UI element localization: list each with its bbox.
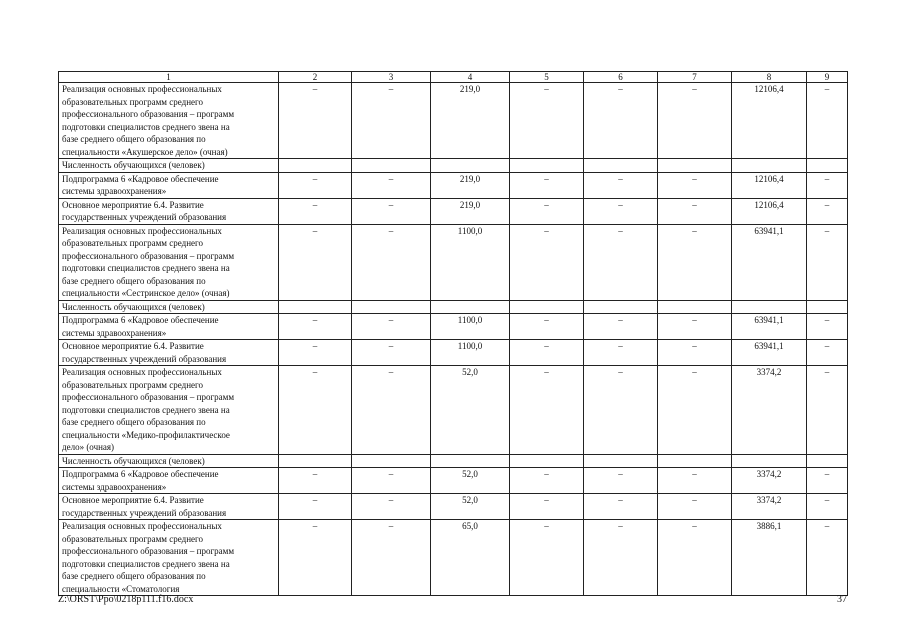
row-label: Основное мероприятие 6.4. Развитие государственных учреждений образования bbox=[59, 198, 279, 224]
cell-col-5 bbox=[510, 300, 584, 314]
cell-col-6: – bbox=[584, 494, 658, 520]
table-row bbox=[59, 366, 848, 455]
table-row bbox=[59, 520, 848, 596]
cell-col-7: – bbox=[658, 198, 732, 224]
cell-col-5: – bbox=[510, 366, 584, 455]
cell-col-2: – bbox=[279, 494, 352, 520]
cell-col-6: – bbox=[584, 314, 658, 340]
cell-col-5: – bbox=[510, 198, 584, 224]
cell-col-7: – bbox=[658, 340, 732, 366]
cell-col-5: – bbox=[510, 224, 584, 300]
row-label: Основное мероприятие 6.4. Развитие государственных учреждений образования bbox=[59, 340, 279, 366]
cell-col-3: – bbox=[352, 520, 431, 596]
cell-col-4 bbox=[431, 300, 510, 314]
cell-col-2: – bbox=[279, 172, 352, 198]
cell-col-7: – bbox=[658, 366, 732, 455]
column-header: 7 bbox=[658, 72, 732, 83]
program-table bbox=[58, 71, 848, 596]
column-header: 2 bbox=[279, 72, 352, 83]
table-row bbox=[59, 340, 848, 366]
cell-col-4: 1100,0 bbox=[431, 224, 510, 300]
cell-col-7: – bbox=[658, 494, 732, 520]
cell-col-4: 219,0 bbox=[431, 172, 510, 198]
table-row bbox=[59, 300, 848, 314]
column-header: 8 bbox=[732, 72, 807, 83]
cell-col-9: – bbox=[807, 366, 848, 455]
table-row bbox=[59, 314, 848, 340]
cell-col-8: 3374,2 bbox=[732, 468, 807, 494]
column-header: 4 bbox=[431, 72, 510, 83]
cell-col-4: 219,0 bbox=[431, 83, 510, 159]
cell-col-3 bbox=[352, 159, 431, 173]
row-label: Основное мероприятие 6.4. Развитие государственных учреждений образования bbox=[59, 494, 279, 520]
cell-col-5: – bbox=[510, 468, 584, 494]
cell-col-8: 63941,1 bbox=[732, 340, 807, 366]
table-header-row bbox=[59, 72, 848, 83]
cell-col-6: – bbox=[584, 224, 658, 300]
cell-col-3: – bbox=[352, 224, 431, 300]
cell-col-2 bbox=[279, 159, 352, 173]
row-label: Реализация основных профессиональных образовательных программ среднего профессионального образования – программ подготовки специалистов среднего звена на базе среднего общего образования по специальности «Стоматология bbox=[59, 520, 279, 596]
cell-col-8: 12106,4 bbox=[732, 83, 807, 159]
cell-col-7 bbox=[658, 300, 732, 314]
cell-col-9 bbox=[807, 300, 848, 314]
cell-col-5: – bbox=[510, 314, 584, 340]
row-label: Реализация основных профессиональных образовательных программ среднего профессионального образования – программ подготовки специалистов среднего звена на базе среднего общего образования по специальности «Акушерское дело» (очная) bbox=[59, 83, 279, 159]
column-header: 1 bbox=[59, 72, 279, 83]
cell-col-7: – bbox=[658, 172, 732, 198]
footer-file-path: Z:\ORST\Ppo\0218p111.f16.docx bbox=[58, 594, 194, 605]
table-row bbox=[59, 494, 848, 520]
cell-col-8: 3886,1 bbox=[732, 520, 807, 596]
cell-col-4: 65,0 bbox=[431, 520, 510, 596]
cell-col-9: – bbox=[807, 520, 848, 596]
table-row bbox=[59, 83, 848, 159]
cell-col-6 bbox=[584, 159, 658, 173]
cell-col-6: – bbox=[584, 468, 658, 494]
cell-col-9 bbox=[807, 159, 848, 173]
cell-col-6 bbox=[584, 454, 658, 468]
cell-col-9: – bbox=[807, 83, 848, 159]
row-label: Реализация основных профессиональных образовательных программ среднего профессионального образования – программ подготовки специалистов среднего звена на базе среднего общего образования по специальности «Сестринское дело» (очная) bbox=[59, 224, 279, 300]
cell-col-4: 52,0 bbox=[431, 366, 510, 455]
cell-col-4: 219,0 bbox=[431, 198, 510, 224]
cell-col-5 bbox=[510, 454, 584, 468]
cell-col-7: – bbox=[658, 468, 732, 494]
row-label: Подпрограмма 6 «Кадровое обеспечение системы здравоохранения» bbox=[59, 314, 279, 340]
cell-col-2: – bbox=[279, 340, 352, 366]
cell-col-4 bbox=[431, 159, 510, 173]
cell-col-9: – bbox=[807, 314, 848, 340]
cell-col-5: – bbox=[510, 494, 584, 520]
cell-col-5: – bbox=[510, 340, 584, 366]
cell-col-9: – bbox=[807, 224, 848, 300]
cell-col-5: – bbox=[510, 83, 584, 159]
cell-col-3: – bbox=[352, 468, 431, 494]
cell-col-8 bbox=[732, 454, 807, 468]
cell-col-3 bbox=[352, 454, 431, 468]
cell-col-8: 63941,1 bbox=[732, 224, 807, 300]
row-label: Реализация основных профессиональных образовательных программ среднего профессионального образования – программ подготовки специалистов среднего звена на базе среднего общего образования по специальности «Медико-профилактическое дело» (очная) bbox=[59, 366, 279, 455]
row-label: Численность обучающихся (человек) bbox=[59, 159, 279, 173]
cell-col-2: – bbox=[279, 366, 352, 455]
row-label: Численность обучающихся (человек) bbox=[59, 454, 279, 468]
cell-col-6: – bbox=[584, 340, 658, 366]
cell-col-4 bbox=[431, 454, 510, 468]
cell-col-8: 63941,1 bbox=[732, 314, 807, 340]
cell-col-6: – bbox=[584, 172, 658, 198]
cell-col-7: – bbox=[658, 83, 732, 159]
cell-col-9: – bbox=[807, 172, 848, 198]
cell-col-9: – bbox=[807, 340, 848, 366]
cell-col-8: 12106,4 bbox=[732, 172, 807, 198]
cell-col-2: – bbox=[279, 198, 352, 224]
cell-col-7 bbox=[658, 454, 732, 468]
cell-col-9: – bbox=[807, 198, 848, 224]
cell-col-4: 1100,0 bbox=[431, 314, 510, 340]
cell-col-3: – bbox=[352, 172, 431, 198]
row-label: Подпрограмма 6 «Кадровое обеспечение системы здравоохранения» bbox=[59, 468, 279, 494]
table-row bbox=[59, 172, 848, 198]
cell-col-3: – bbox=[352, 314, 431, 340]
cell-col-3 bbox=[352, 300, 431, 314]
cell-col-9 bbox=[807, 454, 848, 468]
cell-col-3: – bbox=[352, 340, 431, 366]
cell-col-4: 52,0 bbox=[431, 494, 510, 520]
cell-col-2: – bbox=[279, 520, 352, 596]
cell-col-2 bbox=[279, 300, 352, 314]
cell-col-2: – bbox=[279, 468, 352, 494]
column-header: 9 bbox=[807, 72, 848, 83]
cell-col-7 bbox=[658, 159, 732, 173]
cell-col-8 bbox=[732, 159, 807, 173]
cell-col-3: – bbox=[352, 83, 431, 159]
cell-col-2 bbox=[279, 454, 352, 468]
cell-col-6: – bbox=[584, 83, 658, 159]
cell-col-7: – bbox=[658, 224, 732, 300]
cell-col-5: – bbox=[510, 520, 584, 596]
cell-col-4: 52,0 bbox=[431, 468, 510, 494]
cell-col-8 bbox=[732, 300, 807, 314]
cell-col-4: 1100,0 bbox=[431, 340, 510, 366]
table-row bbox=[59, 198, 848, 224]
cell-col-7: – bbox=[658, 314, 732, 340]
row-label: Численность обучающихся (человек) bbox=[59, 300, 279, 314]
cell-col-7: – bbox=[658, 520, 732, 596]
column-header: 6 bbox=[584, 72, 658, 83]
cell-col-2: – bbox=[279, 314, 352, 340]
cell-col-2: – bbox=[279, 83, 352, 159]
cell-col-9: – bbox=[807, 468, 848, 494]
cell-col-6: – bbox=[584, 198, 658, 224]
column-header: 3 bbox=[352, 72, 431, 83]
cell-col-2: – bbox=[279, 224, 352, 300]
table-row bbox=[59, 454, 848, 468]
cell-col-3: – bbox=[352, 198, 431, 224]
footer-page-number: 37 bbox=[837, 594, 847, 605]
row-label: Подпрограмма 6 «Кадровое обеспечение системы здравоохранения» bbox=[59, 172, 279, 198]
table-row bbox=[59, 468, 848, 494]
cell-col-6: – bbox=[584, 366, 658, 455]
cell-col-8: 3374,2 bbox=[732, 494, 807, 520]
cell-col-3: – bbox=[352, 494, 431, 520]
column-header: 5 bbox=[510, 72, 584, 83]
cell-col-6: – bbox=[584, 520, 658, 596]
table-row bbox=[59, 159, 848, 173]
cell-col-8: 3374,2 bbox=[732, 366, 807, 455]
cell-col-8: 12106,4 bbox=[732, 198, 807, 224]
cell-col-9: – bbox=[807, 494, 848, 520]
cell-col-5: – bbox=[510, 172, 584, 198]
cell-col-6 bbox=[584, 300, 658, 314]
cell-col-3: – bbox=[352, 366, 431, 455]
cell-col-5 bbox=[510, 159, 584, 173]
table-row bbox=[59, 224, 848, 300]
